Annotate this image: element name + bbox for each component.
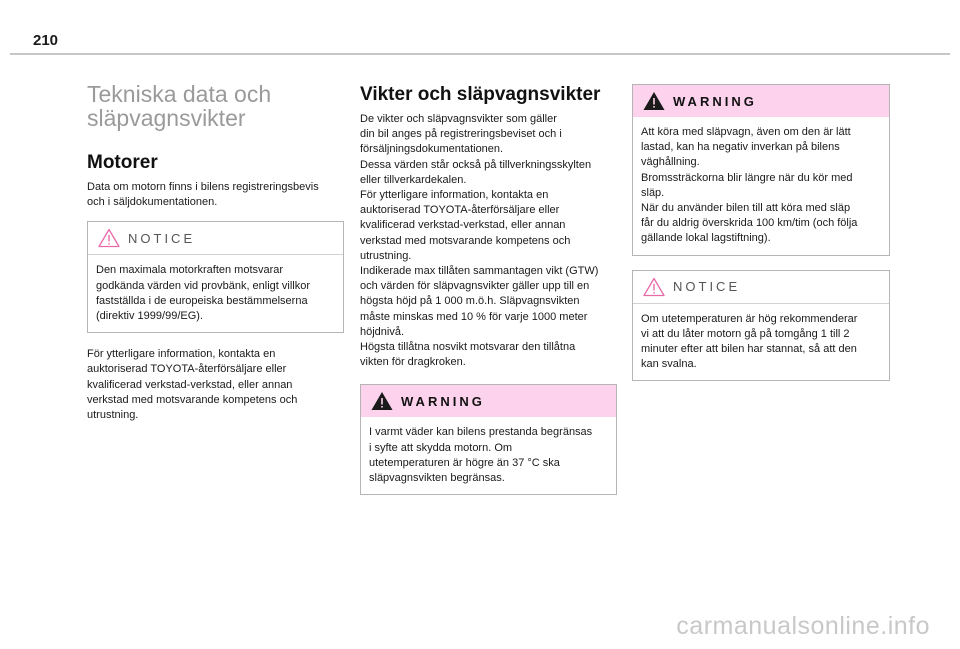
engines-outro: För ytterligare information, kontakta en auktoriserad TOYOTA-återförsäljare eller kvalificerad verkstad-verkstad, eller annan verkstad med motsvarande kompetens och utrustning. [87, 348, 298, 422]
section-heading-weights: Vikter och släpvagnsvikter [360, 84, 601, 105]
page-title: Tekniska data och släpvagnsvikter [87, 81, 272, 131]
warning-label: WARNING [673, 93, 757, 109]
notice-header [88, 222, 343, 254]
column-middle [360, 82, 617, 495]
header-divider [10, 53, 950, 55]
watermark: carmanualsonline.info [676, 612, 930, 640]
warning-triangle-filled-icon [371, 391, 393, 411]
warning-text: Att köra med släpvagn, även om den är lätt lastad, kan ha negativ inverkan på bilens väghållning. Bromssträckorna blir längre när du kör med släp. När du använder bilen till att köra med släp får du aldrig överskrida 100 km/tim (och följa gällande lokal lagstiftning). [641, 126, 858, 245]
notice-text: Den maximala motorkraften motsvarar godkända värden vid provbänk, enligt villkor fastställda i de europeiska bestämmelserna (direktiv 1999/99/EG). [88, 254, 343, 332]
weights-body: De vikter och släpvagnsvikter som gäller din bil anges på registreringsbeviset och i försäljningsdokumentationen. Dessa värden står också på tillverkningsskylten eller tillverkardekalen. För ytterligare information, kontakta en auktoriserad TOYOTA-återförsäljare eller kvalificerad verkstad-verkstad, eller annan verkstad med motsvarande kompetens och utrustning. Indikerade max tillåten sammantagen vikt (GTW) och värden för släpvagnsvikter gäller upp till en högsta höjd på 1 000 m.ö.h. Släpvagnsvikten måste minskas med 10 % för varje 1000 meter höjdnivå. Högsta tillåtna nosvikt motsvarar den tillåtna vikten för dragkroken. [360, 113, 599, 369]
warning-box [360, 384, 617, 495]
warning-triangle-outline-icon [643, 277, 665, 297]
page-number: 210 [33, 32, 59, 49]
column-right [632, 84, 890, 381]
warning-header [633, 85, 889, 117]
column-left [87, 82, 344, 423]
warning-triangle-filled-icon [643, 91, 665, 111]
notice-label: NOTICE [128, 230, 196, 246]
notice-box [632, 270, 890, 382]
warning-box [632, 84, 890, 256]
warning-label: WARNING [401, 393, 485, 409]
section-heading-engines: Motorer [87, 152, 158, 173]
notice-text: Om utetemperaturen är hög rekommenderar vi att du låter motorn gå på tomgång 1 till 2 minuter efter att bilen har stannat, så att den kan svalna. [633, 303, 889, 381]
notice-box [87, 221, 344, 333]
warning-header [361, 385, 616, 417]
engines-intro: Data om motorn finns i bilens registreringsbevis och i säljdokumentationen. [87, 181, 319, 209]
warning-text: I varmt väder kan bilens prestanda begränsas i syfte att skydda motorn. Om utetemperaturen är högre än 37 °C ska släpvagnsvikten begränsas. [369, 426, 593, 485]
notice-label: NOTICE [673, 279, 741, 295]
notice-header [633, 271, 889, 303]
warning-triangle-outline-icon [98, 228, 120, 248]
